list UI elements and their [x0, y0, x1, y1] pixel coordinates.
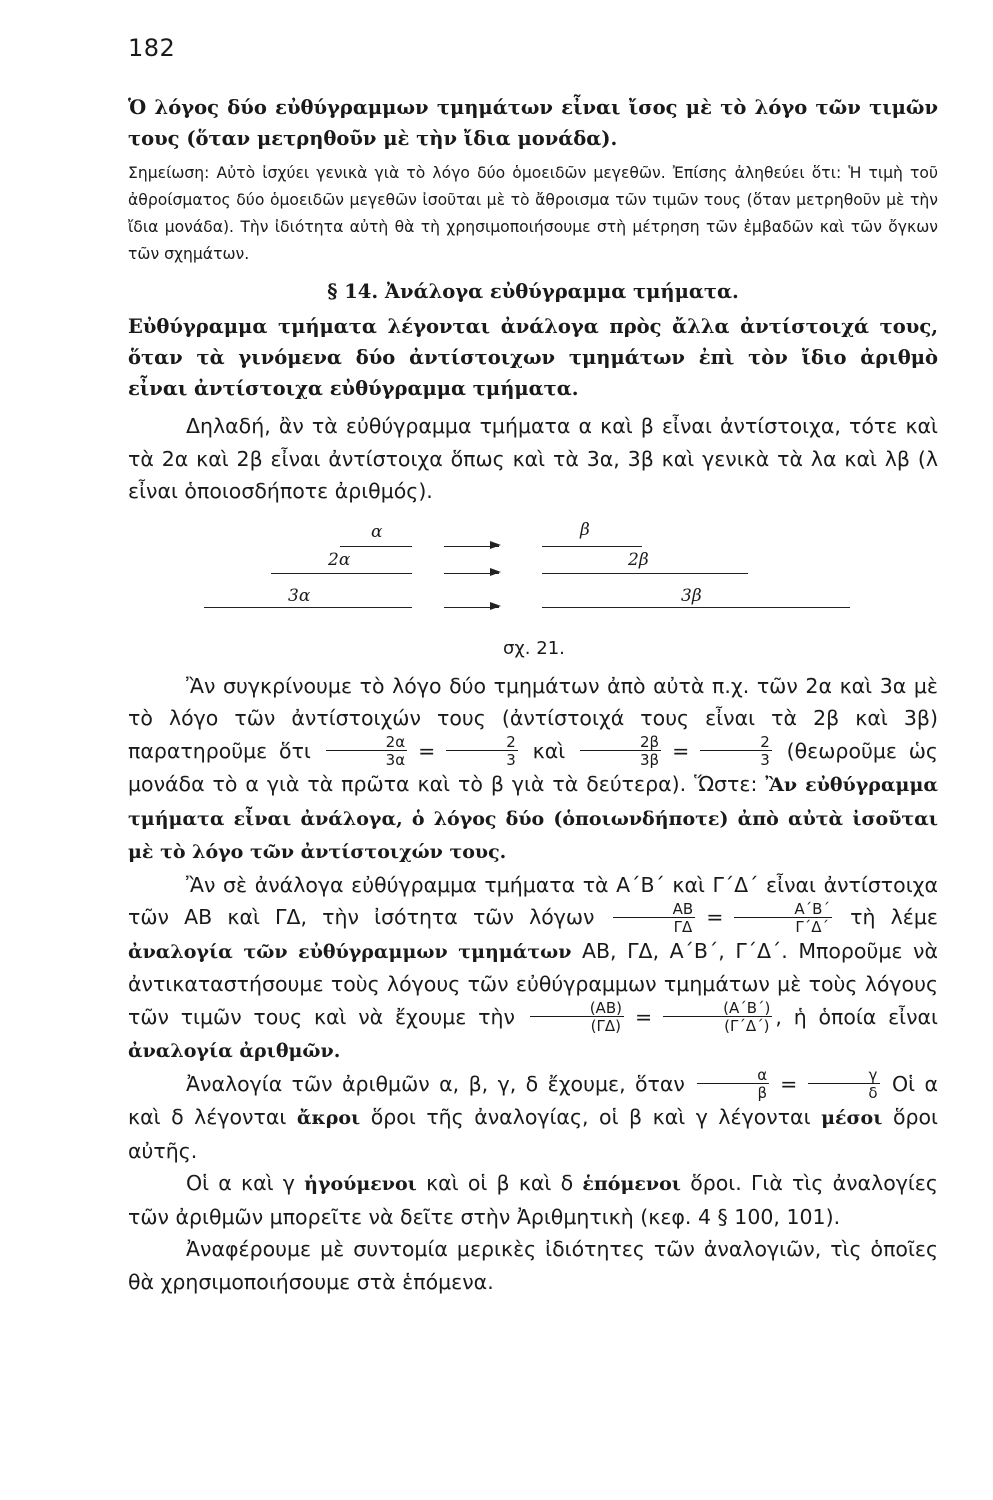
arrow-row-2 [444, 573, 499, 574]
fraction-2-3-b: $\frac{2}{3}$ [700, 735, 772, 768]
segment-3a [204, 607, 412, 608]
arrow-row-1 [444, 546, 499, 547]
term-number-proportion: ἀναλογία ἀριθμῶν. [128, 1040, 341, 1062]
segment-2b [542, 573, 748, 574]
paragraph-3: Ἂν σὲ ἀνάλογα εὐθύγραμμα τμήματα τὰ Α΄Β΄ καὶ Γ΄Δ΄ εἶναι ἀντίστοιχα τῶν ΑΒ καὶ ΓΔ, τὴν ἰσότητα τῶν λόγων $\frac{AB}{\Gamma\Delta}$ = $\frac{A΄B΄}{\Gamma΄\Delta΄}$ τὴ λέμε ἀναλογία τῶν εὐθύγραμμων τμημάτων ΑΒ, ΓΔ, Α΄Β΄, Γ΄Δ΄. Μποροῦμε νὰ ἀντικαταστήσουμε τοὺς λόγους τῶν εὐθύγραμμων τμημάτων μὲ τοὺς λόγους τῶν τιμῶν τους καὶ νὰ ἔχουμε τὴν $\frac{(AB)}{(\Gamma\Delta)}$ = $\frac{(A΄B΄)}{(\Gamma΄\Delta΄)}$ , ἡ ὁποία εἶναι ἀναλογία ἀριθμῶν. [128, 872, 938, 1062]
label-2a: 2α [328, 549, 351, 570]
term-extremes: ἄκροι [296, 1107, 361, 1129]
paragraph-6: Ἀναφέρουμε μὲ συντομία μερικὲς ἰδιότητες τῶν ἀναλογιῶν, τὶς ὁποῖες θὰ χρησιμοποιήσουμε στὰ ἑπόμενα. [128, 1237, 938, 1294]
term-antecedents: ἡγούμενοι [304, 1173, 417, 1195]
term-proportion-segments: ἀναλογία τῶν εὐθύγραμμων τμημάτων [128, 940, 572, 963]
figure-caption: σχ. 21. [503, 637, 565, 659]
fraction-ab-gd: $\frac{AB}{\Gamma\Delta}$ [613, 902, 696, 935]
segment-a [340, 546, 412, 547]
term-means: μέσοι [821, 1107, 883, 1129]
paragraph-5: Οἱ α καὶ γ ἡγούμενοι καὶ οἱ β καὶ δ ἑπόμενοι ὅροι. Γιὰ τὶς ἀναλογίες τῶν ἀριθμῶν μπορεῖτε νὰ δεῖτε στὴν Ἀριθμητικὴ (κεφ. 4 § 100, 101). [128, 1171, 938, 1229]
fraction-2b-3b: $\frac{2\beta}{3\beta}$ [580, 735, 661, 768]
fraction-ab-gd-prime: $\frac{A΄B΄}{\Gamma΄\Delta΄}$ [734, 902, 832, 935]
definition: Εὐθύγραμμα τμήματα λέγονται ἀνάλογα πρὸς ἄλλα ἀντίστοιχά τους, ὅταν τὰ γινόμενα δύο ἀντίστοιχων τμημάτων ἐπὶ τὸν ἴδιο ἀριθμὸ εἶναι ἀντίστοιχα εὐθύγραμμα τμήματα. [128, 315, 938, 400]
fraction-2-3: $\frac{2}{3}$ [446, 735, 518, 768]
label-2b: 2β [628, 549, 649, 570]
fraction-g-d: $\frac{\gamma}{\delta}$ [808, 1068, 879, 1101]
segment-2a [271, 573, 412, 574]
page-number: 182 [128, 34, 176, 62]
figure-21 [128, 516, 938, 659]
fraction-2a-3a: $\frac{2\alpha}{3\alpha}$ [326, 735, 407, 768]
fraction-values: $\frac{(AB)}{(\Gamma\Delta)}$ [530, 1001, 624, 1034]
term-consequents: ἑπόμενοι [582, 1173, 681, 1195]
section-heading: § 14. Ἀνάλογα εὐθύγραμμα τμήματα. [327, 280, 739, 303]
fraction-a-b: $\frac{\alpha}{\beta}$ [697, 1068, 769, 1101]
note-paragraph: Σημείωση: Αὐτὸ ἰσχύει γενικὰ γιὰ τὸ λόγο δύο ὁμοειδῶν μεγεθῶν. Ἐπίσης ἀληθεύει ὅτι: Ἡ τιμὴ τοῦ ἀθροίσματος δύο ὁμοειδῶν μεγεθῶν ἰσοῦται μὲ τὸ ἄθροισμα τῶν τιμῶν τους (ὅταν μετρηθοῦν μὲ τὴν ἴδια μονάδα). Τὴν ἰδιότητα αὐτὴ θὰ τὴ χρησιμοποιήσουμε στὴ μέτρηση τῶν ἐμβαδῶν καὶ τῶν ὄγκων τῶν σχημάτων. [128, 164, 938, 263]
rule-statement: Ὁ λόγος δύο εὐθύγραμμων τμημάτων εἶναι ἴσος μὲ τὸ λόγο τῶν τιμῶν τους (ὅταν μετρηθοῦν μὲ τὴν ἴδια μονάδα). [128, 96, 938, 150]
label-3b: 3β [681, 585, 702, 606]
segment-3b [542, 607, 850, 608]
fraction-values-prime: $\frac{(A΄B΄)}{(\Gamma΄\Delta΄)}$ [663, 1001, 772, 1034]
paragraph-4: Ἀναλογία τῶν ἀριθμῶν α, β, γ, δ ἔχουμε, ὅταν $\frac{\alpha}{\beta}$ = $\frac{\gamma}{\delta}$ Οἱ α καὶ δ λέγονται ἄκροι ὅροι τῆς ἀναλογίας, οἱ β καὶ γ λέγονται μέσοι ὅροι αὐτῆς. [128, 1066, 938, 1163]
segment-b [542, 546, 642, 547]
conclusion-bold: Ἂν εὐθύγραμμα τμήματα εἶναι ἀνάλογα, ὁ λόγος δύο (ὁποιωνδήποτε) ἀπὸ αὐτὰ ἰσοῦται μὲ τὸ λόγο τῶν ἀντίστοιχών τους. [128, 774, 938, 863]
label-a: α [371, 521, 383, 542]
page-content [128, 92, 938, 1298]
paragraph-2: Ἂν συγκρίνουμε τὸ λόγο δύο τμημάτων ἀπὸ αὐτὰ π.χ. τῶν 2α καὶ 3α μὲ τὸ λόγο τῶν ἀντίστοιχών τους (ἀντίστοιχά τους εἶναι τὰ 2β καὶ 3β) παρατηροῦμε ὅτι $\frac{2\alpha}{3\alpha}$ = $\frac{2}{3}$ καὶ $\frac{2\beta}{3\beta}$ = $\frac{2}{3}$ (θεωροῦμε ὡς μονάδα τὸ α γιὰ τὰ πρῶτα καὶ τὸ β γιὰ τὰ δεύτερα). Ὥστε: Ἂν εὐθύγραμμα τμήματα εἶναι ἀνάλογα, ὁ λόγος δύο (ὁποιωνδήποτε) ἀπὸ αὐτὰ ἰσοῦται μὲ τὸ λόγο τῶν ἀντίστοιχών τους. [128, 673, 938, 863]
paragraph-1: Δηλαδή, ἂν τὰ εὐθύγραμμα τμήματα α καὶ β εἶναι ἀντίστοιχα, τότε καὶ τὰ 2α καὶ 2β εἶναι ἀντίστοιχα ὅπως καὶ τὰ 3α, 3β καὶ γενικὰ τὰ λα καὶ λβ (λ εἶναι ὁποιοσδήποτε ἀριθμός). [128, 414, 938, 503]
label-b: β [580, 519, 590, 540]
arrow-row-3 [444, 607, 499, 608]
label-3a: 3α [288, 585, 311, 606]
